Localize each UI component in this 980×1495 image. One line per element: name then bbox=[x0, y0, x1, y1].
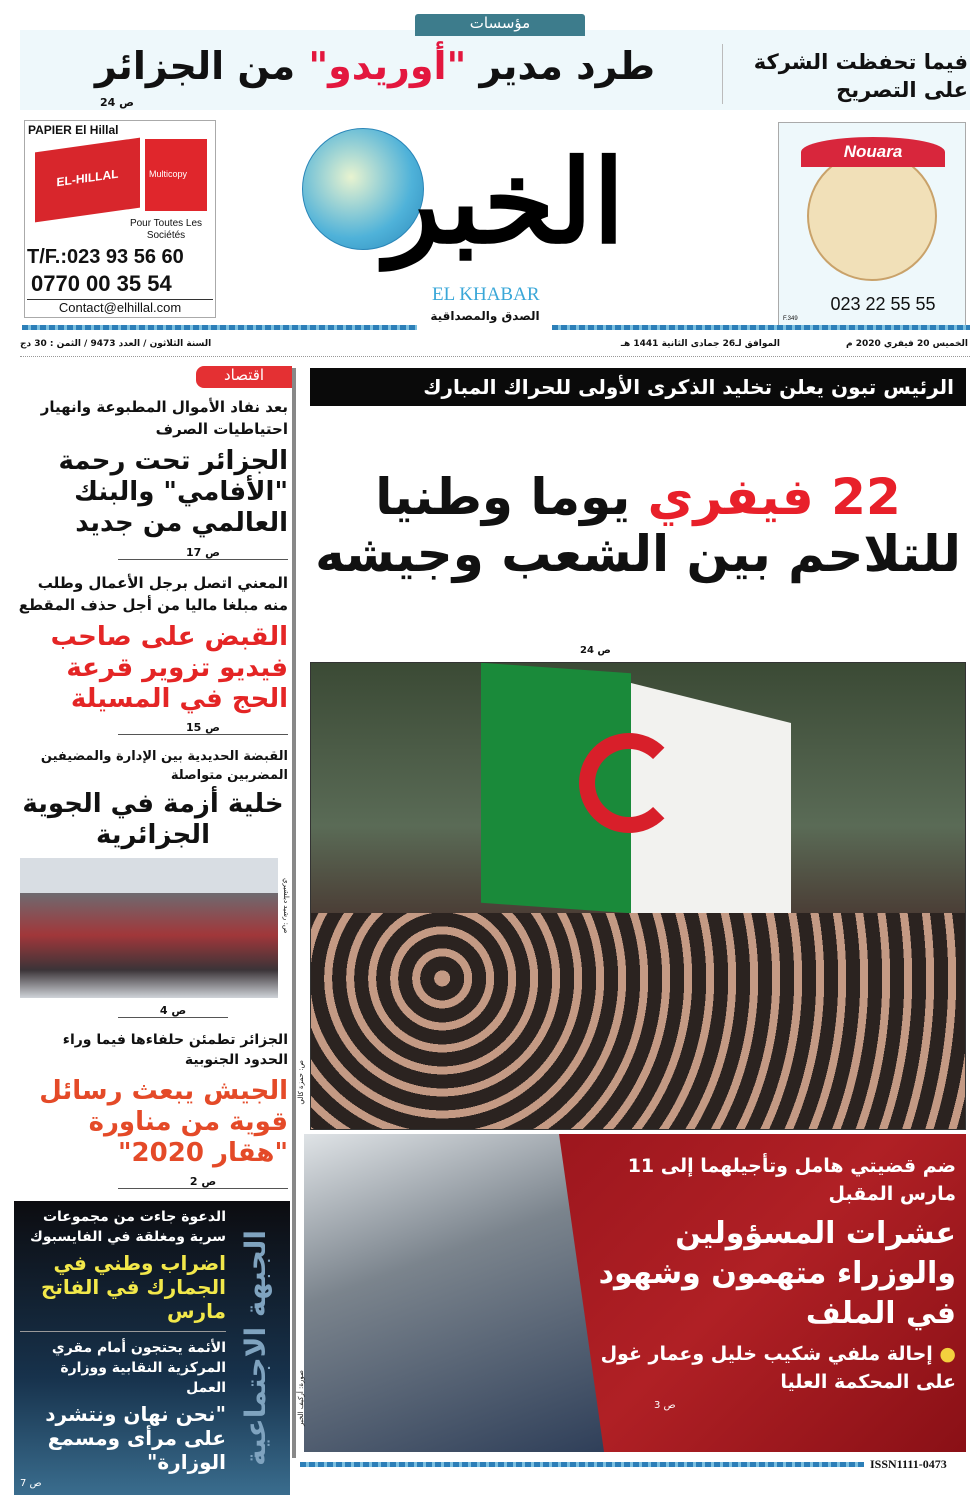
trial-box[interactable]: ضم قضيتي هامل وتأجيلهما إلى 11 مارس المقبل عشرات المسؤولين والوزراء متهمون وشهود في الملف ● إحالة ملفي شكيب خليل وعمار غول على المحكمة العليا ص 3 bbox=[304, 1134, 966, 1452]
masthead-logo: الخبر bbox=[385, 135, 625, 270]
top-page-ref: ص 24 bbox=[100, 96, 134, 109]
sidebar-story[interactable]: الجزائر تطمئن حلفاءها فيما وراء الحدود الجنوبية الجيش يبعث رسائل قوية من مناورة "هقار 2020" ص 2 bbox=[39, 1031, 288, 1189]
top-kicker: فيما تحفظت الشركة على التصريح bbox=[753, 50, 968, 102]
dateline-issue: السنة الثلاثون / العدد 9473 / الثمن : 30 دج bbox=[20, 339, 212, 349]
rule bbox=[300, 1462, 864, 1467]
dateline-date: الخميس 20 فيفري 2020 م bbox=[845, 339, 968, 349]
crescent-icon bbox=[579, 733, 679, 833]
ad-nouara[interactable]: Nouara 023 22 55 55 F.349 bbox=[778, 122, 966, 326]
masthead-slogan: الصدق والمصداقية bbox=[420, 308, 550, 324]
top-headline[interactable]: طرد مدير "أوريدو" من الجزائر bbox=[94, 44, 656, 88]
paper-box-image: EL-HILLAL bbox=[35, 138, 140, 223]
masthead-en: EL KHABAR bbox=[432, 284, 540, 305]
defendants-photo bbox=[304, 1134, 604, 1452]
lead-kicker: الرئيس تبون يعلن تخليد الذكرى الأولى للحراك المبارك bbox=[310, 368, 966, 406]
section-tab-economy[interactable]: اقتصاد bbox=[196, 366, 292, 388]
social-front-box[interactable]: الدعوة جاءت من مجموعات سرية ومغلقة في الفايسبوك اضراب وطني في الجمارك في الفاتح مارس الأئمة يحتجون أمام مقري المركزية النقابية ووزارة العمل "نحن نهان ونتشرد على مرأى ومسمع الوزارة" ص 7 الجبهة الاجتماعية bbox=[14, 1201, 290, 1495]
sidebar-story[interactable]: القبضة الحديدية بين الإدارة والمضيفين المضربين متواصلة خلية أزمة في الجوية الجزائرية ص: رشيد دبلشيري ص 4 bbox=[18, 747, 288, 1017]
dateline-hijri: الموافق لـ26 جمادى الثانية 1441 هـ bbox=[620, 339, 780, 349]
issn: ISSN1111-0473 bbox=[870, 1457, 947, 1471]
sidebar-story[interactable]: بعد نفاد الأموال المطبوعة وانهيار احتياطيات الصرف الجزائر تحت رحمة "الأفامي" والبنك العالمي من جديد ص 17 bbox=[40, 398, 288, 559]
divider bbox=[722, 44, 723, 104]
lead-headline[interactable]: 22 فيفري يوما وطنيا للتلاحم بين الشعب وجيشه bbox=[315, 468, 961, 583]
rule bbox=[22, 325, 417, 330]
lead-page-ref: ص 24 bbox=[580, 645, 611, 656]
column-divider bbox=[292, 368, 296, 1458]
social-vertical-title: الجبهة الاجتماعية bbox=[238, 1230, 272, 1466]
bullet-icon: ● bbox=[932, 1343, 956, 1365]
rule bbox=[552, 325, 970, 330]
sidebar-story[interactable]: المعني اتصل برجل الأعمال وطلب منه مبلغا ماليا من أجل حذف المقطع القبض على صاحب فيديو تزوير قرعة الحج في المسيلة ص 15 bbox=[18, 573, 288, 735]
divider bbox=[20, 356, 970, 357]
crowd bbox=[311, 913, 966, 1130]
section-tab-institutions[interactable]: مؤسسات bbox=[415, 14, 585, 36]
nouara-illustration bbox=[807, 151, 937, 281]
ad-el-hillal[interactable]: PAPIER El Hillal EL-HILLAL Multicopy Pour Toutes Les Sociétés T/F.:023 93 56 60 0770 00 35 54 Contact@elhillal.com bbox=[24, 120, 216, 318]
sidebar-column bbox=[18, 396, 288, 1495]
airport-photo bbox=[20, 858, 278, 998]
paper-ream-image: Multicopy bbox=[145, 139, 207, 211]
protest-photo bbox=[310, 662, 966, 1130]
